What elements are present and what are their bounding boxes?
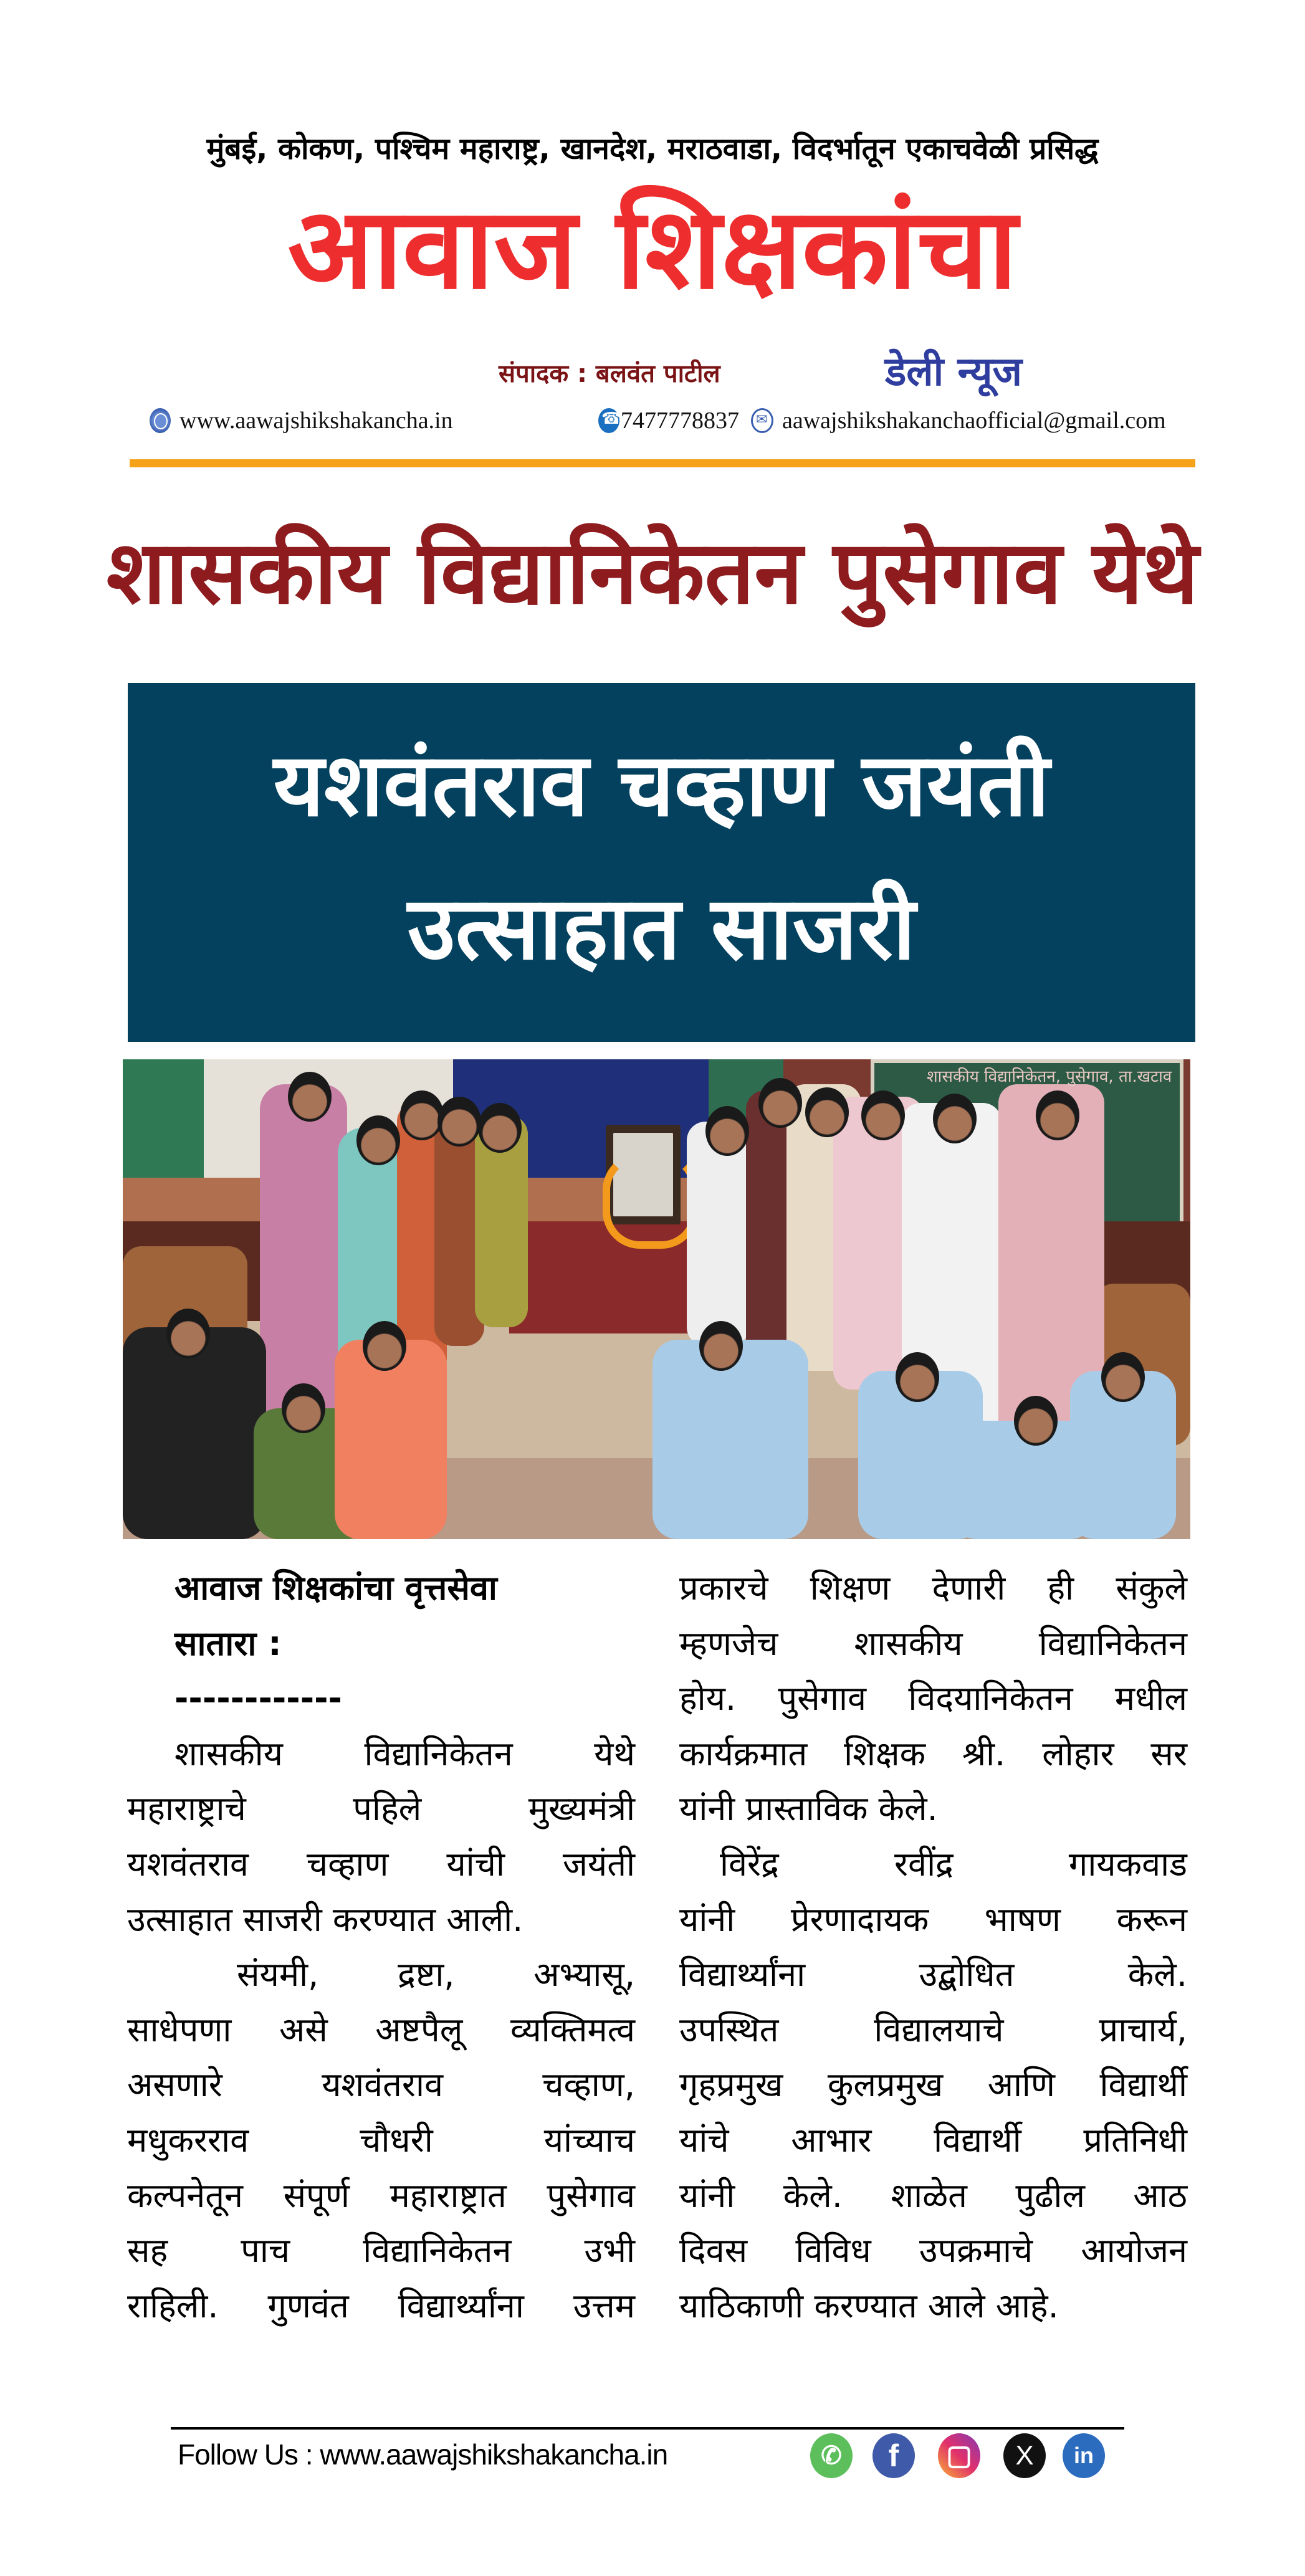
article-line: म्हणजेच शासकीय विद्यानिकेतन: [679, 1623, 1187, 1663]
headline-line: उत्साहात साजरी: [407, 878, 916, 980]
event-photo: [123, 1059, 1190, 1539]
facebook-icon[interactable]: [872, 2433, 915, 2478]
tagline: मुंबई, कोकण, पश्चिम महाराष्ट्र, खानदेश, मराठवाडा, विदर्भातून एकाचवेळी प्रसिद्ध: [206, 131, 1099, 166]
dateline: आवाज शिक्षकांचा वृत्तसेवा: [174, 1568, 497, 1608]
globe-icon: [150, 408, 171, 433]
edition-label: डेली न्यूज: [885, 349, 1022, 395]
article-line: असणारे यशवंतराव चव्हाण,: [127, 2065, 635, 2105]
email-address[interactable]: aawajshikshakanchaofficial@gmail.com: [782, 408, 1166, 434]
person-head: [1101, 1352, 1145, 1402]
article-line: यांनी प्रेरणादायक भाषण करून: [679, 1899, 1187, 1939]
blackboard-text: शासकीय विद्यानिकेतन, पुसेगाव, ता.खटाव: [927, 1067, 1172, 1086]
article-line: विरेंद्र रवींद्र गायकवाड: [720, 1844, 1187, 1884]
website-link[interactable]: www.aawajshikshakancha.in: [179, 408, 453, 434]
person-head: [437, 1097, 481, 1147]
person-head: [356, 1115, 400, 1165]
article-line: कल्पनेतून संपूर्ण महाराष्ट्रात पुसेगाव: [127, 2175, 635, 2215]
phone-icon: [598, 408, 619, 433]
editor-credit: संपादक : बलवंत पाटील: [499, 360, 720, 388]
person-head: [400, 1090, 444, 1140]
person-head: [282, 1383, 325, 1433]
person-head: [1036, 1090, 1079, 1140]
phone-number[interactable]: 7477778837: [621, 408, 739, 434]
footer-divider: [171, 2427, 1124, 2430]
masthead-logo: आवाज शिक्षकांचा: [287, 184, 1018, 314]
dateline: सातारा :: [174, 1623, 282, 1663]
article-line: प्रकारचे शिक्षण देणारी ही संकुले: [679, 1568, 1187, 1608]
person-head: [699, 1321, 743, 1371]
person-head: [363, 1321, 406, 1371]
person-head: [288, 1072, 332, 1122]
article-line: गृहप्रमुख कुलप्रमुख आणि विद्यार्थी: [679, 2065, 1187, 2105]
x-icon[interactable]: [1003, 2433, 1046, 2478]
email-contact[interactable]: [751, 405, 1166, 436]
article-line: मधुकरराव चौधरी यांच्याच: [127, 2120, 635, 2160]
header-divider: [130, 459, 1195, 467]
website-contact[interactable]: [150, 405, 453, 436]
article-line: सह पाच विद्यानिकेतन उभी: [127, 2231, 635, 2271]
headline-line: यशवंतराव चव्हाण जयंती: [273, 735, 1050, 836]
article-line: महाराष्ट्राचे पहिले मुख्यमंत्री: [127, 1789, 635, 1829]
article-line: कार्यक्रमात शिक्षक श्री. लोहार सर: [679, 1734, 1187, 1773]
article-line: दिवस विविध उपक्रमाचे आयोजन: [679, 2231, 1187, 2271]
article-line: याठिकाणी करण्यात आले आहे.: [679, 2286, 1059, 2326]
article-line: यांनी प्रास्ताविक केले.: [679, 1789, 938, 1829]
article-line: राहिली. गुणवंत विद्यार्थ्यांना उत्तम: [127, 2286, 635, 2326]
linkedin-icon[interactable]: [1063, 2433, 1105, 2478]
article-line: संयमी, द्रष्टा, अभ्यासू,: [237, 1955, 635, 1995]
person-head: [705, 1106, 749, 1156]
whatsapp-icon[interactable]: [810, 2433, 853, 2478]
person-head: [896, 1352, 939, 1402]
article-line: होय. पुसेगाव विदयानिकेतन मधील: [679, 1679, 1187, 1719]
article-line: यांनी केले. शाळेत पुढील आठ: [679, 2175, 1187, 2215]
follow-us-link[interactable]: Follow Us : www.aawajshikshakancha.in: [178, 2438, 668, 2471]
person: [687, 1122, 749, 1346]
student: [123, 1327, 266, 1539]
article-line: साधेपणा असे अष्टपैलू व्यक्तिमत्व: [127, 2010, 635, 2049]
student: [652, 1340, 808, 1539]
article-column-right: [679, 1561, 1187, 2334]
article-line: शासकीय विद्यानिकेतन येथे: [174, 1734, 635, 1773]
person-head: [861, 1090, 905, 1140]
article-kicker: शासकीय विद्यानिकेतन पुसेगाव येथे: [106, 522, 1199, 624]
article-line: विद्यार्थ्यांना उद्बोधित केले.: [679, 1955, 1187, 1995]
person: [260, 1084, 347, 1421]
article-column-left: [127, 1561, 635, 2334]
person-head: [166, 1309, 210, 1358]
garland: [603, 1153, 699, 1249]
person-head: [1014, 1396, 1058, 1446]
article-line: यांचे आभार विद्यार्थी प्रतिनिधी: [679, 2120, 1187, 2160]
headline-box: [128, 683, 1195, 1042]
dateline-separator: ------------: [174, 1679, 342, 1719]
person-head: [758, 1078, 802, 1128]
person-head: [478, 1103, 522, 1153]
article-line: उत्साहात साजरी करण्यात आली.: [127, 1899, 523, 1939]
article-line: उपस्थित विद्यालयाचे प्राचार्य,: [679, 2010, 1187, 2049]
phone-contact[interactable]: [598, 405, 739, 436]
article-line: यशवंतराव चव्हाण यांची जयंती: [127, 1844, 635, 1884]
wall-green: [123, 1059, 204, 1184]
mail-icon: [751, 408, 773, 433]
person-head: [805, 1087, 849, 1137]
instagram-icon[interactable]: [938, 2433, 980, 2478]
person-head: [933, 1094, 977, 1143]
